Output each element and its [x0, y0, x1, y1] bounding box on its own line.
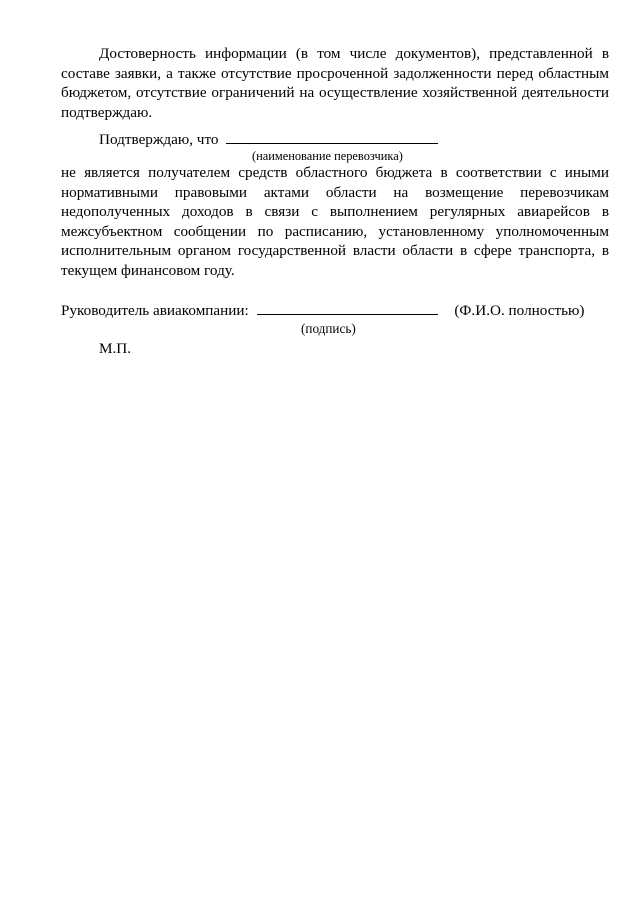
signature-caption: (подпись) — [301, 321, 356, 336]
carrier-confirmation-line — [99, 130, 438, 150]
carrier-name-blank — [226, 130, 438, 144]
full-name-label: (Ф.И.О. полностью) — [454, 302, 585, 319]
declaration-paragraph: не является получателем средств областного бюджета в соответствии с иными нормативными правовыми актами области на возмещение перевозчикам недополученных доходов в связи с выполнением регулярных авиарейсов в межсубъектном сообщении по расписанию, установленному уполномоченным исполнительным органом государственной власти области в сфере транспорта, в текущем финансовом году. — [61, 164, 609, 279]
stamp-label: М.П. — [99, 340, 132, 357]
head-label: Руководитель авиакомпании: — [61, 302, 249, 319]
signature-blank — [257, 301, 438, 315]
confirmation-paragraph: Достоверность информации (в том числе документов), представленной в составе заявки, а также отсутствие просроченной задолженности перед областным бюджетом, отсутствие ограничений на осуществление хозяйственной деятельности подтверждаю. — [61, 45, 609, 121]
head-signature-line — [61, 301, 584, 321]
carrier-caption: (наименование перевозчика) — [252, 149, 403, 163]
confirm-prefix: Подтверждаю, что — [99, 131, 219, 148]
